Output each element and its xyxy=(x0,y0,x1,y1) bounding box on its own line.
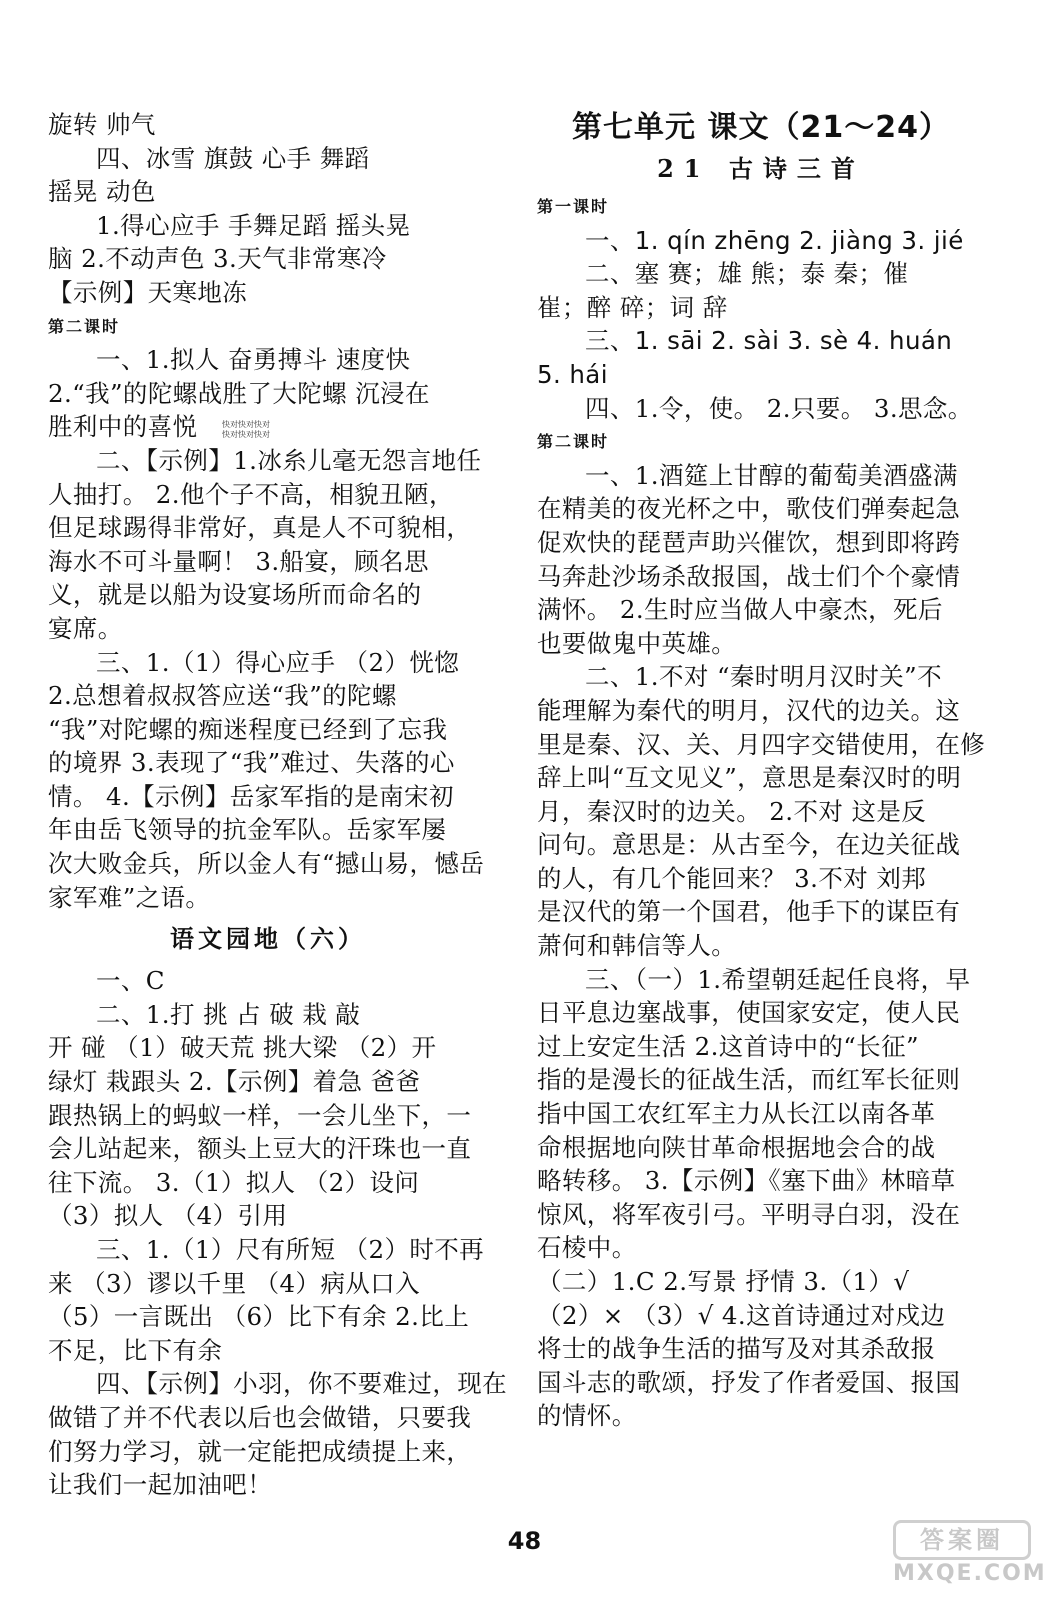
answer-line: 做错了并不代表以后也会做错，只要我 xyxy=(48,1402,472,1432)
answer-line: 摇晃 动色 xyxy=(48,177,156,207)
answer-line: 人抽打。 2.他个子不高，相貌丑陋， xyxy=(48,479,454,509)
scribble-line: 快对快对快对 xyxy=(222,420,270,429)
answer-line: 将士的战争生活的描写及对其杀敌报 xyxy=(537,1334,936,1364)
answer-line: 的情怀。 xyxy=(537,1401,637,1431)
answer-line: （3）拟人 （4）引用 xyxy=(48,1201,288,1231)
answer-line: 让我们一起加油吧！ xyxy=(48,1470,273,1500)
answer-line: 在精美的夜光杯之中，歌伎们弹奏起急 xyxy=(537,494,961,524)
answer-line: 往下流。 3.（1）拟人 （2）设问 xyxy=(48,1167,420,1197)
scribble-line: 快对快对快对 xyxy=(222,430,270,439)
answer-line: 二、【示例】1.冰糸儿毫无怨言地任 xyxy=(96,445,482,475)
answer-line: 海水不可斗量啊！ 3.船宴，顾名思 xyxy=(48,546,429,576)
right-column xyxy=(537,108,985,1433)
answer-line: 二、1.打 挑 占 破 栽 敲 xyxy=(96,999,361,1029)
answer-line: 来 （3）谬以千里 （4）病从口入 xyxy=(48,1268,421,1298)
watermark-logo: 答案圈 xyxy=(893,1520,1031,1560)
answer-line: 一、C xyxy=(96,966,165,996)
answer-line: （5）一言既出 （6）比下有余 2.比上 xyxy=(48,1302,470,1332)
handwritten-scribble xyxy=(222,420,270,440)
answer-line: 略转移。 3.【示例】《塞下曲》林暗草 xyxy=(537,1166,956,1196)
answer-line: 二、1.不对 “秦时明月汉时关”不 xyxy=(585,662,943,692)
answer-line: 指的是漫长的征战生活，而红军长征则 xyxy=(537,1065,961,1095)
answer-line: 年由岳飞领导的抗金军队。岳家军屡 xyxy=(48,815,447,845)
lesson-title: 21 古诗三首 xyxy=(657,154,865,183)
answer-line: 里是秦、汉、关、月四字交错使用，在修 xyxy=(537,729,986,759)
answer-line: 能理解为秦代的明月，汉代的边关。这 xyxy=(537,695,961,725)
answer-line: 次大败金兵，所以金人有“撼山易，憾岳 xyxy=(48,849,485,879)
watermark xyxy=(893,1520,1047,1590)
answer-line: 三、（一）1.希望朝廷起任良将，早 xyxy=(585,964,971,994)
answer-line: 1.得心应手 手舞足蹈 摇头晃 xyxy=(96,210,411,240)
answer-line: 促欢快的琵琶声助兴催饮，想到即将跨 xyxy=(537,527,961,557)
answer-line: 家军难”之语。 xyxy=(48,882,211,912)
unit-title: 第七单元 课文（21～24） xyxy=(572,110,950,145)
answer-line: 三、1. sāi 2. sài 3. sè 4. huán xyxy=(585,326,953,356)
answer-line: 2.“我”的陀螺战胜了大陀螺 沉浸在 xyxy=(48,378,430,408)
answer-line: 2.总想着叔叔答应送“我”的陀螺 xyxy=(48,681,397,711)
answer-line: 月，秦汉时的边关。 2.不对 这是反 xyxy=(537,796,927,826)
answer-line: 崔；醉 碎；词 辞 xyxy=(537,292,728,322)
answer-line: 四、1.令，使。 2.只要。 3.思念。 xyxy=(585,393,973,423)
answer-line: 胜利中的喜悦 xyxy=(48,412,198,442)
answer-line: 们努力学习，就一定能把成绩提上来， xyxy=(48,1436,472,1466)
answer-line: 宴席。 xyxy=(48,613,123,643)
answer-line: 绿灯 栽跟头 2.【示例】着急 爸爸 xyxy=(48,1067,421,1097)
answer-line: 辞上叫“互文见义”，意思是秦汉时的明 xyxy=(537,763,962,793)
answer-line: 义，就是以船为设宴场所而命名的 xyxy=(48,580,422,610)
watermark-domain: MXQE.COM xyxy=(893,1561,1047,1586)
answer-line: “我”对陀螺的痴迷程度已经到了忘我 xyxy=(48,714,448,744)
answer-line: 马奔赴沙场杀敌报国，战士们个个豪情 xyxy=(537,561,961,591)
answer-line: 满怀。 2.生时应当做人中豪杰，死后 xyxy=(537,595,943,625)
answer-line: 情。 4.【示例】岳家军指的是南宋初 xyxy=(48,781,454,811)
answer-line: 国斗志的歌颂，抒发了作者爱国、报国 xyxy=(537,1367,961,1397)
answer-line: 但足球踢得非常好，真是人不可貌相， xyxy=(48,513,472,543)
answer-line: 萧何和韩信等人。 xyxy=(537,931,737,961)
answer-line: 过上安定生活 2.这首诗中的“长征” xyxy=(537,1031,919,1061)
answer-line: 开 碰 （1）破天荒 挑大梁 （2）开 xyxy=(48,1033,437,1063)
answer-line: （2）× （3）√ 4.这首诗通过对戍边 xyxy=(537,1300,946,1330)
answer-line: 是汉代的第一个国君，他手下的谋臣有 xyxy=(537,897,961,927)
answer-line: 5. hái xyxy=(537,359,608,389)
answer-line: 三、1.（1）得心应手 （2）恍惚 xyxy=(96,647,460,677)
answer-line: （二）1.C 2.写景 抒情 3.（1）√ xyxy=(537,1267,910,1296)
answer-line: 跟热锅上的蚂蚁一样，一会儿坐下，一 xyxy=(48,1100,472,1130)
answer-line: 石棱中。 xyxy=(537,1233,637,1263)
answer-line: 的境界 3.表现了“我”难过、失落的心 xyxy=(48,748,455,778)
answer-line: 指中国工农红军主力从长江以南各革 xyxy=(537,1099,936,1129)
left-column xyxy=(48,108,508,1502)
section-heading: 第二课时 xyxy=(537,432,610,452)
answer-line: 命根据地向陕甘革命根据地会合的战 xyxy=(537,1132,936,1162)
answer-line: 问句。意思是：从古至今，在边关征战 xyxy=(537,830,961,860)
answer-line: 惊风，将军夜引弓。平明寻白羽，没在 xyxy=(537,1199,961,1229)
answer-line: 也要做鬼中英雄。 xyxy=(537,628,737,658)
answer-line: 三、1.（1）尺有所短 （2）时不再 xyxy=(96,1235,485,1264)
answer-line: 旋转 帅气 xyxy=(48,110,156,139)
section-heading: 第二课时 xyxy=(48,316,121,336)
answer-line: 四、冰雪 旗鼓 心手 舞蹈 xyxy=(96,143,370,173)
answer-line: 脑 2.不动声色 3.天气非常寒冷 xyxy=(48,244,387,274)
answer-line: 一、1. qín zhēng 2. jiàng 3. jié xyxy=(585,225,964,255)
answer-line: 不足，比下有余 xyxy=(48,1335,223,1365)
section-title: 语文园地（六） xyxy=(170,924,366,954)
answer-line: 会儿站起来，额头上豆大的汗珠也一直 xyxy=(48,1134,472,1164)
answer-line: 【示例】天寒地冻 xyxy=(48,277,248,307)
answer-line: 二、塞 赛；雄 熊；泰 秦；催 xyxy=(585,259,909,289)
page-number: 48 xyxy=(507,1527,542,1555)
answer-line: 一、1.拟人 奋勇搏斗 速度快 xyxy=(96,345,411,375)
answer-line: 的人，有几个能回来？ 3.不对 刘邦 xyxy=(537,863,927,893)
answer-line: 日平息边塞战事，使国家安定，使人民 xyxy=(537,998,961,1028)
answer-line: 一、1.酒筵上甘醇的葡萄美酒盛满 xyxy=(585,460,958,490)
answer-line: 四、【示例】小羽，你不要难过，现在 xyxy=(96,1369,508,1399)
section-heading: 第一课时 xyxy=(537,197,610,216)
